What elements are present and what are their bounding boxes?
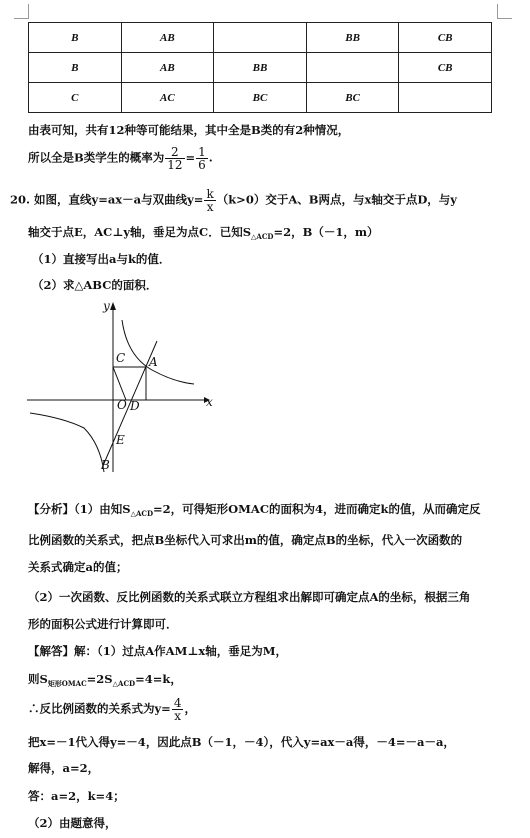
page-corner-mark-left: [14, 4, 29, 19]
table-cell: C: [29, 83, 122, 113]
analysis-line-3: 关系式确定a的值；: [28, 560, 128, 574]
fraction-numerator: 4: [173, 696, 182, 710]
analysis-line-2: 比例函数的关系式，把点B坐标代入可求出m的值，确定点B的坐标，代入一次函数的: [28, 533, 463, 547]
fraction-numerator: 2: [165, 146, 184, 159]
analysis-line-1: [28, 501, 480, 518]
x-axis-label: x: [206, 395, 213, 409]
fraction-denominator: 12: [167, 158, 183, 172]
table-cell: CB: [399, 23, 492, 53]
table-cell: B: [29, 23, 122, 53]
outcome-table: [28, 22, 492, 113]
table-cell: BB: [214, 53, 307, 83]
y-axis-arrow-icon: [110, 302, 116, 310]
answer-text-end: =4=k，: [135, 672, 182, 686]
question-text: 如图，直线y=ax－a与双曲线y=: [34, 192, 204, 207]
equals-sign: =: [185, 150, 196, 165]
period: .: [208, 150, 213, 165]
fraction-4-over-x: [172, 697, 184, 722]
answer-text-cont: ，: [184, 701, 196, 716]
table-cell: AB: [121, 53, 214, 83]
analysis-line-5: 形的面积公式进行计算即可．: [28, 617, 178, 631]
table-cell: [399, 83, 492, 113]
y-axis-label: y: [103, 299, 110, 313]
table-cell: BC: [214, 83, 307, 113]
analysis-text: 【分析】（1）由知S: [28, 502, 131, 516]
analysis-line-4: （2）一次函数、反比例函数的关系式联立方程组求出解即可确定点A的坐标，根据三角: [28, 590, 471, 604]
fraction-denominator: x: [206, 200, 214, 214]
fraction-numerator: k: [206, 187, 214, 201]
fraction-2-12: [165, 146, 184, 171]
origin-label: O: [117, 398, 127, 412]
subscript: 矩形OMAC: [47, 679, 87, 688]
fraction-k-over-x: [204, 188, 215, 213]
table-cell: AC: [121, 83, 214, 113]
question-text: 轴交于点E，AC⊥y轴，垂足为点C．已知S: [28, 225, 252, 239]
table-cell: BC: [306, 83, 399, 113]
table-cell: CB: [399, 53, 492, 83]
page-corner-mark-right: [497, 4, 512, 19]
conclusion-line: 由表可知，共有12种等可能结果，其中全是B类的有2种情况，: [28, 123, 350, 137]
answer-line-3: [28, 697, 196, 722]
answer-line-7: （2）由题意得，: [28, 816, 117, 830]
question-part-1: （1）直接写出a与k的值．: [32, 252, 171, 266]
table-cell: [306, 53, 399, 83]
answer-text-cont: =2S: [86, 672, 113, 686]
table-row: [29, 53, 492, 83]
analysis-text-cont: =2，可得矩形OMAC的面积为4，进而确定k的值，从而确定反: [153, 502, 481, 516]
segment-CD: [113, 367, 126, 400]
hyperbola-lower-branch: [30, 413, 104, 472]
point-E-label: E: [116, 433, 125, 447]
question-part-2: （2）求△ABC的面积．: [32, 278, 158, 292]
point-A-label: A: [149, 355, 158, 369]
table-cell: AB: [121, 23, 214, 53]
question-number: 20.: [10, 192, 31, 207]
table-row: [29, 23, 492, 53]
fraction-denominator: x: [174, 709, 182, 723]
fraction-denominator: 6: [198, 158, 206, 172]
point-D-label: D: [130, 399, 140, 413]
question-20-line2: [28, 224, 379, 241]
subscript: △ACD: [112, 679, 136, 688]
answer-line-1: 【解答】解：（1）过点A作AM⊥x轴，垂足为M，: [28, 644, 287, 658]
point-C-label: C: [116, 351, 126, 365]
fraction-numerator: 1: [198, 145, 206, 159]
answer-text: ∴反比例函数的关系式为y=: [28, 701, 171, 716]
question-text-cont: =2，B（－1，m）: [273, 225, 379, 239]
hyperbola-upper-branch: [122, 320, 194, 384]
question-text-cont: （k>0）交于A、B两点，与x轴交于点D，与y: [216, 192, 457, 207]
coordinate-figure: [24, 296, 214, 476]
table-cell: BB: [306, 23, 399, 53]
fraction-1-6: [196, 146, 208, 171]
probability-line: [28, 146, 213, 171]
table-cell: B: [29, 53, 122, 83]
subscript: △ACD: [251, 232, 274, 241]
answer-line-4: 把x=－1代入得y=－4，因此点B（－1，－4），代入y=ax－a得，－4=－a－a，: [28, 735, 455, 749]
subscript: △ACD: [130, 509, 154, 518]
answer-line-6: 答：a=2，k=4；: [28, 789, 125, 803]
question-20-line1: [10, 188, 457, 213]
answer-text: 则S: [28, 672, 48, 686]
table-cell: [214, 23, 307, 53]
point-B-label: B: [101, 458, 110, 472]
answer-line-2: [28, 671, 182, 689]
probability-prefix: 所以全是B类学生的概率为: [28, 150, 165, 165]
table-row: [29, 83, 492, 113]
answer-line-5: 解得，a=2，: [28, 761, 100, 775]
